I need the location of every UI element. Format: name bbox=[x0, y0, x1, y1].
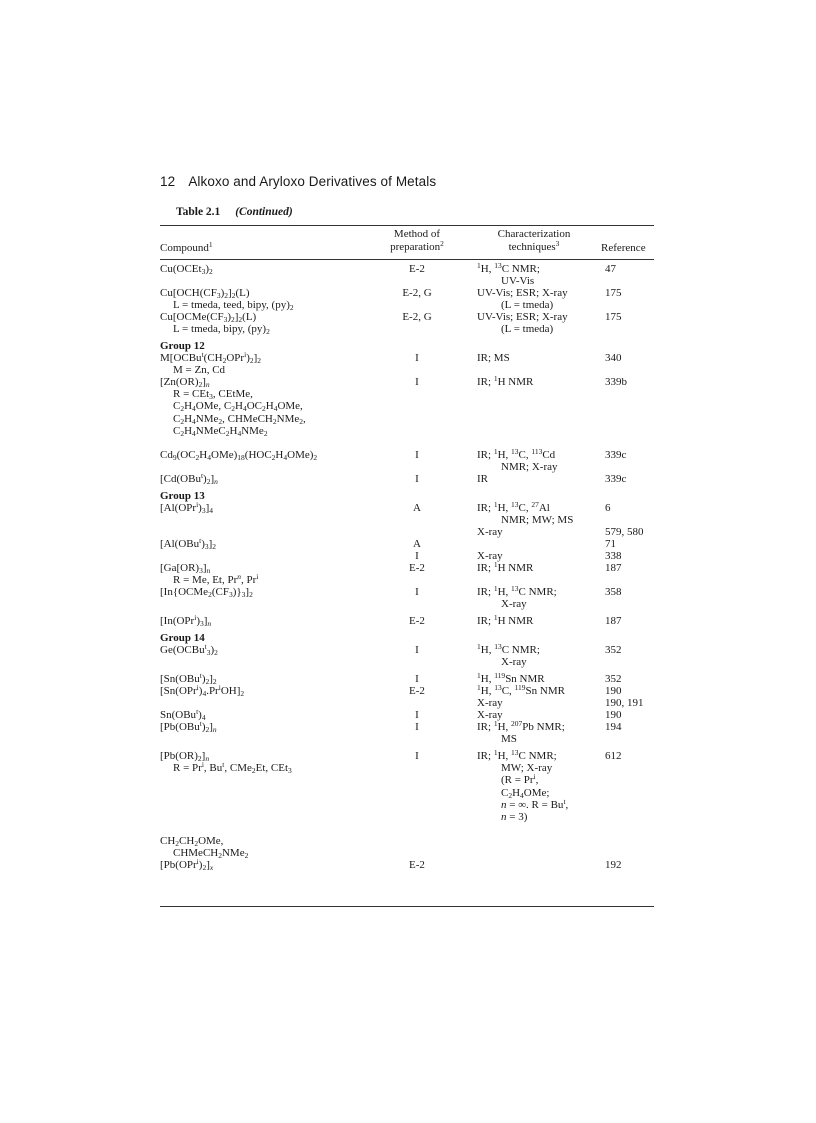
table-row: $Cu[OCH(CF_3)_2]_2(L)$ L = tmeda, teed, bipy, $(py)_2$ E-2, G UV-Vis; ESR; X-ray (L = tmeda) 175 bbox=[160, 287, 622, 313]
table-row: $[Pb(OPr^i)_2]_x$ E-2 192 bbox=[160, 857, 622, 872]
table-header bbox=[160, 228, 654, 256]
table-row: $M[OCBu^t(CH_2OPr^i)_2]_2$ M = Zn, Cd I IR; MS 340 bbox=[160, 350, 622, 377]
col-method: Method of preparation$^2$ bbox=[390, 228, 444, 253]
table-row: $[Sn(OBu^t)_2]_2$ I $^1$H, $^{119}$Sn NMR 352 bbox=[160, 671, 622, 686]
table-row: $[Zn(OR)_2]_n$ R = CEt$_3$, CEtMe, $C_2H_4OMe$, $C_2H_4OC_2H_4OMe$, $C_2H_4NMe_2$, CHMeCH$_2$NMe$_2$, $C_2H_4NMeC_2H_4NMe_2$ I IR; $^1$H NMR 339b bbox=[160, 374, 627, 438]
group-heading: Group 13 bbox=[160, 490, 205, 502]
table-row: $[Ga[OR)_3]_n$ R = Me, Et, Pr$^n$, Pr$^i$ E-2 IR; $^1$H NMR 187 bbox=[160, 560, 622, 587]
table-row: $[Pb(OBu^t)_2]_n$ I IR; $^1$H, $^{207}$Pb NMR; MS 194 bbox=[160, 719, 622, 746]
table-row: $[Cd(OBu^t)_2]_n$ I IR 339c bbox=[160, 471, 627, 486]
table-label: Table 2.1 bbox=[176, 206, 221, 218]
table-row: $CH_2CH_2OMe$, CHMeCH$_2$NMe$_2$ bbox=[160, 835, 249, 861]
table-continued: (Continued) bbox=[235, 206, 293, 218]
table-row: $Cu[OCMe(CF_3)_2]_2(L)$ L = tmeda, bipy, $(py)_2$ E-2, G UV-Vis; ESR; X-ray (L = tmeda) 175 bbox=[160, 311, 622, 337]
table-row: $[Pb(OR)_2]_n$ $R = Pr^i$, Bu$^t$, CMe$_2$Et, CEt$_3$ I IR; $^1$H, $^{13}$C NMR; MW; X-ray ($R = Pr^i$, $C_2H_4OMe$; n = ∞. $R = Bu^t$, n = 3) 612 bbox=[160, 748, 622, 824]
table-row: $Ge(OCBu^t_3)_2$ I $^1$H, $^{13}$C NMR; X-ray 352 bbox=[160, 642, 622, 669]
table-bottom-rule bbox=[160, 906, 654, 907]
running-title: Alkoxo and Aryloxo Derivatives of Metals bbox=[188, 174, 437, 189]
group-heading: Group 14 bbox=[160, 632, 205, 644]
table-row: $[Sn(OPr^i)_4.Pr^iOH]_2$ E-2 $^1$H, $^{13}$C, $^{119}$Sn NMR X-ray 190 190, 191 bbox=[160, 683, 644, 710]
table-row: $Cu(OCEt_3)_2$ E-2 $^1$H, $^{13}$C NMR; UV-Vis 47 bbox=[160, 261, 616, 288]
table-header-rule bbox=[160, 259, 654, 260]
table-row: $[In(OPr^i)_3]_n$ E-2 IR; $^1$H NMR 187 bbox=[160, 613, 622, 628]
table-row: $Sn(OBu^t)_4$ I X-ray 190 bbox=[160, 707, 622, 722]
page-number: 12 bbox=[160, 174, 176, 189]
col-compound: Compound$^1$ bbox=[160, 240, 213, 254]
table-row: $[Al(OBu^t)_3]_2$ A 71 bbox=[160, 536, 616, 551]
table-row: $[In\{OCMe_2(CF_3)\}_3]_2$ I IR; $^1$H, $^{13}$C NMR; X-ray 358 bbox=[160, 584, 622, 611]
col-reference: Reference bbox=[601, 242, 646, 254]
table-row: $Cd_9(OC_2H_4OMe)_{18}(HOC_2H_4OMe)_2$ I IR; $^1$H, $^{13}$C, $^{113}$Cd NMR; X-ray 339c bbox=[160, 447, 627, 474]
table-row: $[Al(OPr^i)_3]_4$ A IR; $^1$H, $^{13}$C, $^{27}$Al NMR; MW; MS 6 bbox=[160, 500, 611, 527]
table-row: I X-ray 338 bbox=[415, 550, 622, 562]
table-top-rule bbox=[160, 225, 654, 226]
table-caption bbox=[176, 206, 293, 218]
group-heading: Group 12 bbox=[160, 340, 205, 352]
table-row: X-ray 579, 580 bbox=[477, 526, 644, 538]
running-head bbox=[160, 174, 436, 189]
table-body bbox=[160, 263, 654, 871]
col-technique: Characterization techniques$^3$ bbox=[497, 228, 571, 253]
